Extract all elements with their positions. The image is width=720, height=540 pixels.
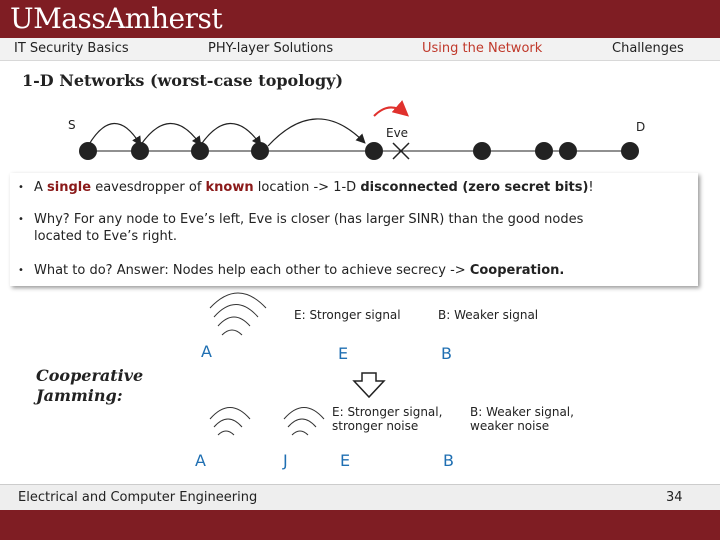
hop-arrow <box>268 119 364 146</box>
nav-item-using-the-network[interactable]: Using the Network <box>422 41 543 56</box>
nav-item-it-security-basics[interactable]: IT Security Basics <box>14 41 129 56</box>
node-j-bottom: J <box>283 451 288 470</box>
down-arrow <box>354 373 384 397</box>
node-b-bottom: B <box>443 451 454 470</box>
network-node <box>131 142 149 160</box>
network-node <box>251 142 269 160</box>
eve-label: Eve <box>386 126 409 140</box>
umass-logo: UMassAmherst <box>10 2 223 35</box>
bottom-brand-bar <box>0 510 720 540</box>
bob-noise-text: B: Weaker signal, weaker noise <box>470 405 574 433</box>
eve-intercept-arrow <box>374 107 406 116</box>
bullet-box: • A single eavesdropper of known location -> 1-D disconnected (zero secret bits)! • Why? For any node to Eve’s left, Eve is closer (has larger SINR) than the good nodes located to Eve’s right. • What to do? Answer: Nodes help each other to achieve secrecy -> Cooperation. <box>10 173 698 286</box>
network-node <box>621 142 639 160</box>
cooperative-jamming-label: Cooperative Jamming: <box>36 366 144 405</box>
eve-signal-text: E: Stronger signal <box>294 308 401 322</box>
eve-noise-text: E: Stronger signal, stronger noise <box>332 405 443 433</box>
network-node <box>79 142 97 160</box>
jamming-waves-j <box>284 408 324 436</box>
node-a-top: A <box>201 342 212 361</box>
source-label: S <box>68 118 76 132</box>
hop-arrow <box>88 123 140 146</box>
network-node <box>535 142 553 160</box>
topology-diagram <box>0 96 720 168</box>
node-a-bottom: A <box>195 451 206 470</box>
signal-waves-bottom-a <box>210 408 250 436</box>
destination-label: D <box>636 120 646 134</box>
bob-signal-text: B: Weaker signal <box>438 308 539 322</box>
signal-waves-top <box>210 293 266 335</box>
network-node <box>191 142 209 160</box>
hop-arrow <box>200 123 260 146</box>
node-e-top: E <box>338 344 349 363</box>
nav-item-challenges[interactable]: Challenges <box>612 41 684 56</box>
node-e-bottom: E <box>340 451 351 470</box>
page-number: 34 <box>666 490 683 505</box>
hop-arrow <box>140 123 200 146</box>
nav-item-phy-layer-solutions[interactable]: PHY-layer Solutions <box>208 41 334 56</box>
footer-text: Electrical and Computer Engineering <box>18 490 258 505</box>
network-node <box>559 142 577 160</box>
network-node <box>473 142 491 160</box>
section-nav <box>0 38 720 61</box>
slide-title: 1-D Networks (worst-case topology) <box>22 71 344 90</box>
network-node <box>365 142 383 160</box>
node-b-top: B <box>441 344 452 363</box>
